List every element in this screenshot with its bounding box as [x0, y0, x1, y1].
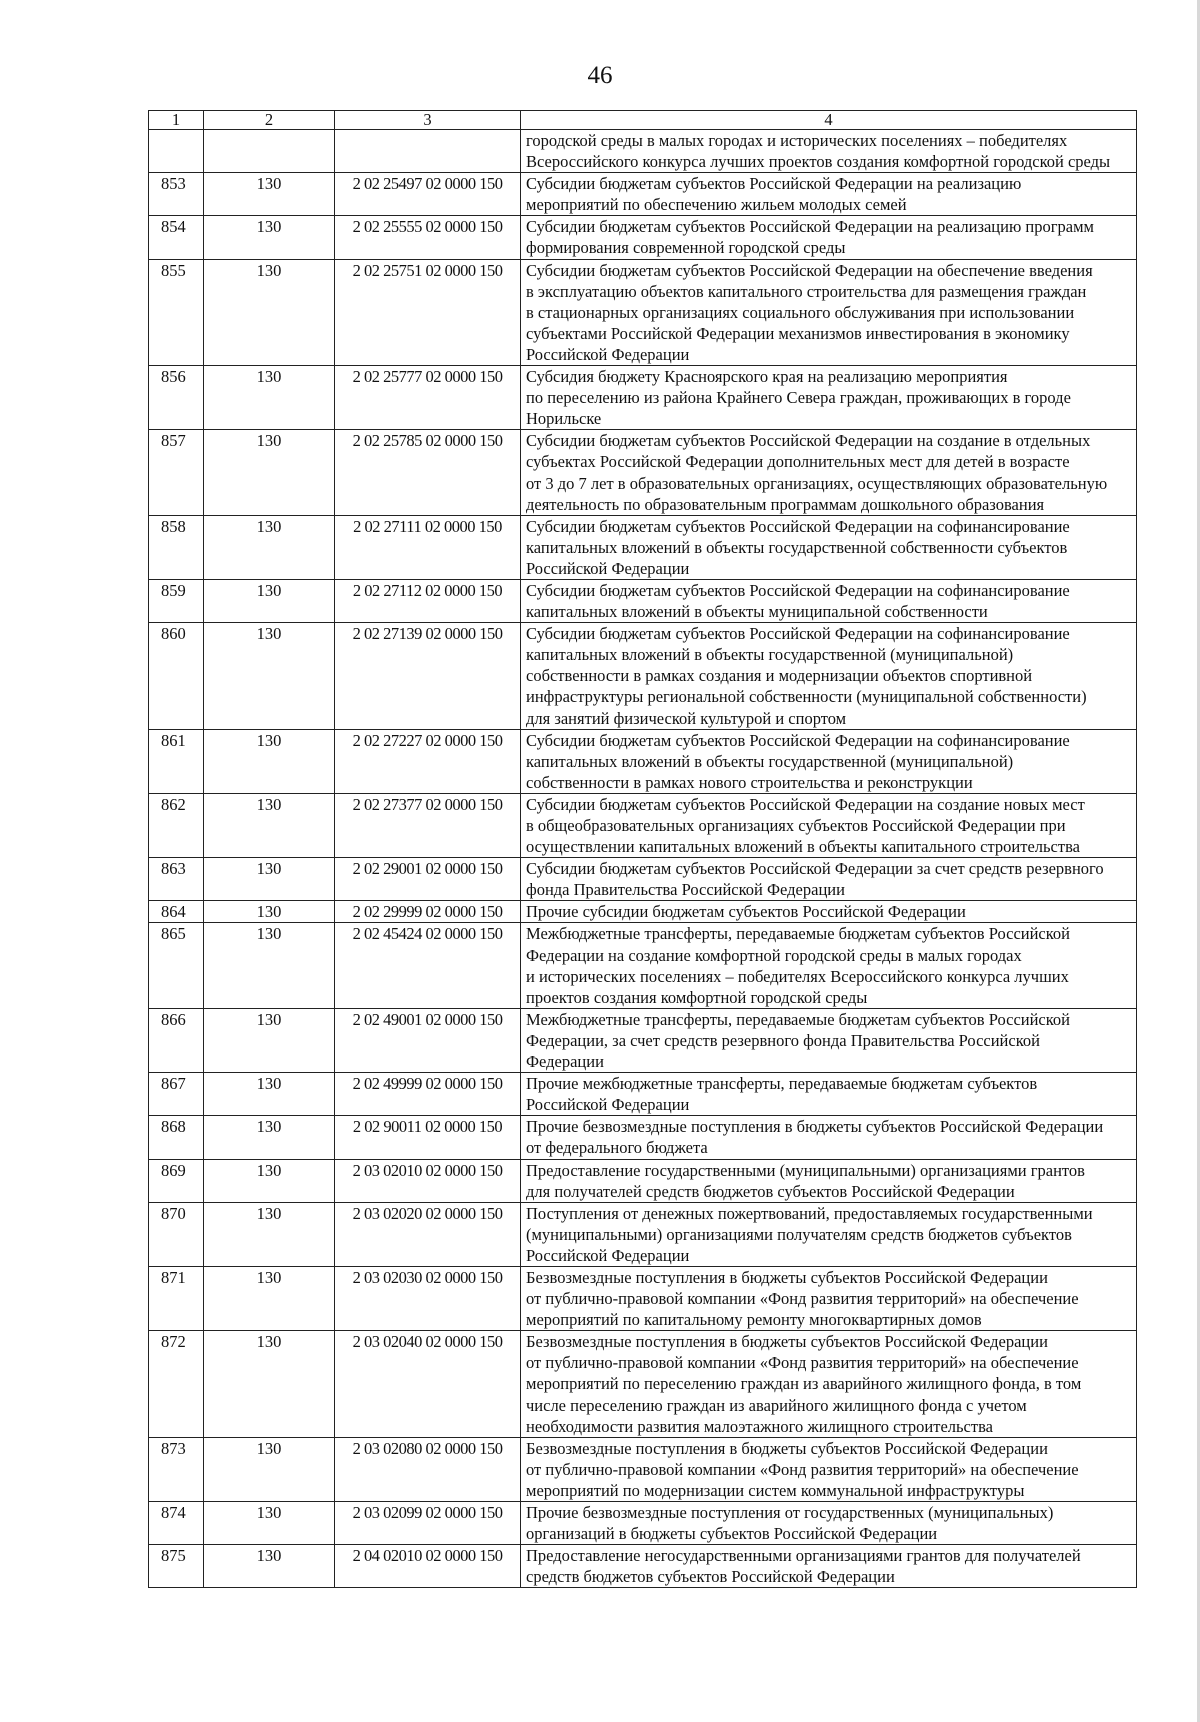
row-number-cell: 853 [149, 173, 204, 216]
description-line: Российской Федерации [526, 1095, 690, 1115]
description-cell [521, 259, 1137, 365]
admin-code-cell: 130 [204, 1266, 335, 1330]
row-number-cell: 870 [149, 1202, 204, 1266]
row-number-cell: 867 [149, 1073, 204, 1116]
budget-code-cell: 2 02 45424 02 0000 150 [335, 923, 521, 1008]
description-line: и исторических поселениях – победителях Всероссийского конкурса лучших [526, 966, 1069, 986]
description-line: Поступления от денежных пожертвований, предоставляемых государственными [526, 1203, 1093, 1223]
budget-code-cell: 2 03 02040 02 0000 150 [335, 1331, 521, 1437]
description-line: мероприятий по модернизации систем коммунальной инфраструктуры [526, 1480, 1025, 1500]
description-cell [521, 1266, 1137, 1330]
admin-code-cell: 130 [204, 1159, 335, 1202]
description-line: Субсидии бюджетам субъектов Российской Федерации на реализацию программ [526, 217, 1094, 237]
row-number-cell: 863 [149, 858, 204, 901]
description-line: Прочие безвозмездные поступления в бюджеты субъектов Российской Федерации [526, 1117, 1104, 1137]
row-number-cell: 862 [149, 793, 204, 857]
table-row [149, 1266, 1137, 1330]
description-line: Федерации, за счет средств резервного фонда Правительства Российской [526, 1030, 1040, 1050]
description-line: собственности в рамках нового строительства и реконструкции [526, 772, 973, 792]
description-line: Субсидии бюджетам субъектов Российской Федерации на создание новых мест [526, 794, 1085, 814]
description-cell [521, 1502, 1137, 1545]
budget-code-cell: 2 03 02010 02 0000 150 [335, 1159, 521, 1202]
table-row [149, 793, 1137, 857]
description-line: числе переселению граждан из аварийного жилищного фонда с учетом [526, 1395, 1027, 1415]
description-line: мероприятий по переселению граждан из аварийного жилищного фонда, в том [526, 1374, 1082, 1394]
admin-code-cell: 130 [204, 1202, 335, 1266]
budget-code-cell: 2 02 27377 02 0000 150 [335, 793, 521, 857]
admin-code-cell: 130 [204, 901, 335, 923]
budget-code-cell: 2 03 02030 02 0000 150 [335, 1266, 521, 1330]
description-cell [521, 1437, 1137, 1501]
budget-code-cell: 2 02 27139 02 0000 150 [335, 623, 521, 729]
admin-code-cell: 130 [204, 579, 335, 622]
description-line: по переселению из района Крайнего Севера граждан, проживающих в городе [526, 388, 1071, 408]
table-row [149, 1159, 1137, 1202]
description-line: от федерального бюджета [526, 1138, 708, 1158]
budget-code-cell: 2 02 29001 02 0000 150 [335, 858, 521, 901]
table-row [149, 1502, 1137, 1545]
table-row [149, 623, 1137, 729]
budget-code-cell: 2 02 90011 02 0000 150 [335, 1116, 521, 1159]
description-line: Субсидия бюджету Красноярского края на реализацию мероприятия [526, 367, 1008, 387]
budget-code-cell: 2 02 27111 02 0000 150 [335, 515, 521, 579]
description-cell [521, 515, 1137, 579]
description-line: Субсидии бюджетам субъектов Российской Федерации на софинансирование [526, 730, 1070, 750]
budget-code-cell: 2 02 25751 02 0000 150 [335, 259, 521, 365]
row-number-cell: 857 [149, 430, 204, 515]
description-line: мероприятий по капитальному ремонту многоквартирных домов [526, 1310, 982, 1330]
description-line: от 3 до 7 лет в образовательных организациях, осуществляющих образовательную [526, 473, 1108, 493]
page-number: 46 [587, 62, 613, 89]
description-line: Федерации на создание комфортной городской среды в малых городах [526, 945, 1022, 965]
table-body [149, 130, 1137, 1588]
row-number-cell: 859 [149, 579, 204, 622]
admin-code-cell: 130 [204, 1008, 335, 1072]
description-line: Прочие межбюджетные трансферты, передаваемые бюджетам субъектов [526, 1074, 1038, 1094]
description-line: Прочие субсидии бюджетам субъектов Российской Федерации [526, 902, 966, 922]
table-row [149, 1008, 1137, 1072]
description-line: Безвозмездные поступления в бюджеты субъектов Российской Федерации [526, 1267, 1048, 1287]
description-line: капитальных вложений в объекты государственной (муниципальной) [526, 645, 1014, 665]
row-number-cell: 854 [149, 216, 204, 259]
description-line: Российской Федерации [526, 1245, 690, 1265]
description-line: Предоставление государственными (муниципальными) организациями грантов [526, 1160, 1085, 1180]
table-row [149, 901, 1137, 923]
description-line: Субсидии бюджетам субъектов Российской Федерации за счет средств резервного [526, 859, 1104, 879]
description-line: деятельность по образовательным программам дошкольного образования [526, 494, 1045, 514]
description-line: Межбюджетные трансферты, передаваемые бюджетам субъектов Российской [526, 1009, 1071, 1029]
description-line: мероприятий по обеспечению жильем молодых семей [526, 195, 907, 215]
description-cell [521, 858, 1137, 901]
description-line: организаций в бюджеты субъектов Российской Федерации [526, 1524, 938, 1544]
admin-code-cell: 130 [204, 1437, 335, 1501]
description-cell [521, 1008, 1137, 1072]
description-line: Межбюджетные трансферты, передаваемые бюджетам субъектов Российской [526, 924, 1071, 944]
description-line: Российской Федерации [526, 344, 690, 364]
table-row [149, 1202, 1137, 1266]
row-number-cell: 875 [149, 1545, 204, 1588]
row-number-cell: 864 [149, 901, 204, 923]
description-line: от публично-правовой компании «Фонд развития территорий» на обеспечение [526, 1353, 1079, 1373]
column-header-4: 4 [521, 111, 1137, 130]
row-number-cell: 861 [149, 729, 204, 793]
table-header [149, 111, 1137, 130]
header-row [149, 111, 1137, 130]
admin-code-cell: 130 [204, 216, 335, 259]
admin-code-cell: 130 [204, 173, 335, 216]
row-number-cell: 871 [149, 1266, 204, 1330]
description-cell [521, 1331, 1137, 1437]
row-number-cell: 860 [149, 623, 204, 729]
table-row [149, 430, 1137, 515]
admin-code-cell: 130 [204, 430, 335, 515]
row-number-cell: 866 [149, 1008, 204, 1072]
description-line: Безвозмездные поступления в бюджеты субъектов Российской Федерации [526, 1332, 1048, 1352]
description-line: средств бюджетов субъектов Российской Федерации [526, 1567, 895, 1587]
row-number-cell: 872 [149, 1331, 204, 1437]
row-number-cell: 865 [149, 923, 204, 1008]
row-number-cell: 868 [149, 1116, 204, 1159]
description-cell [521, 366, 1137, 430]
table-row [149, 1331, 1137, 1437]
description-line: в эксплуатацию объектов капитального строительства для размещения граждан [526, 281, 1087, 301]
row-number-cell: 869 [149, 1159, 204, 1202]
table-row [149, 366, 1137, 430]
description-line: в общеобразовательных организациях субъектов Российской Федерации при [526, 816, 1066, 835]
description-line: для занятий физической культурой и спортом [526, 708, 847, 728]
row-number-cell: 858 [149, 515, 204, 579]
description-line: от публично-правовой компании «Фонд развития территорий» на обеспечение [526, 1459, 1079, 1479]
admin-code-cell: 130 [204, 1073, 335, 1116]
admin-code-cell: 130 [204, 729, 335, 793]
description-line: Субсидии бюджетам субъектов Российской Федерации на софинансирование [526, 624, 1070, 644]
description-line: формирования современной городской среды [526, 238, 846, 258]
table-row [149, 173, 1137, 216]
description-line: Субсидии бюджетам субъектов Российской Федерации на софинансирование [526, 580, 1070, 600]
description-cell [521, 901, 1137, 923]
budget-code-cell: 2 02 29999 02 0000 150 [335, 901, 521, 923]
admin-code-cell: 130 [204, 1116, 335, 1159]
row-number-cell: 855 [149, 259, 204, 365]
description-cell [521, 1202, 1137, 1266]
table-row [149, 923, 1137, 1008]
description-line: Субсидии бюджетам субъектов Российской Федерации на обеспечение введения [526, 260, 1093, 280]
description-line: капитальных вложений в объекты государственной (муниципальной) [526, 751, 1014, 771]
row-number-cell: 856 [149, 366, 204, 430]
description-line: инфраструктуры региональной собственности (муниципальной собственности) [526, 687, 1087, 707]
budget-code-cell: 2 04 02010 02 0000 150 [335, 1545, 521, 1588]
column-header-1: 1 [149, 111, 204, 130]
budget-code-cell [335, 130, 521, 173]
admin-code-cell: 130 [204, 923, 335, 1008]
admin-code-cell: 130 [204, 259, 335, 365]
description-line: Субсидии бюджетам субъектов Российской Федерации на реализацию [526, 174, 1022, 194]
column-header-3: 3 [335, 111, 521, 130]
description-line: от публично-правовой компании «Фонд развития территорий» на обеспечение [526, 1289, 1079, 1309]
description-line: городской среды в малых городах и исторических поселениях – победителях [526, 131, 1068, 150]
table-row [149, 1437, 1137, 1501]
table-row [149, 1073, 1137, 1116]
table-row [149, 216, 1137, 259]
description-cell [521, 173, 1137, 216]
description-cell [521, 923, 1137, 1008]
row-number-cell: 873 [149, 1437, 204, 1501]
description-cell [521, 1159, 1137, 1202]
admin-code-cell: 130 [204, 858, 335, 901]
description-line: Субсидии бюджетам субъектов Российской Федерации на софинансирование [526, 516, 1070, 536]
table-row [149, 515, 1137, 579]
table-row [149, 1545, 1137, 1588]
table-row [149, 259, 1137, 365]
budget-code-cell: 2 02 27227 02 0000 150 [335, 729, 521, 793]
description-line: проектов создания комфортной городской среды [526, 987, 868, 1007]
budget-code-cell: 2 02 25497 02 0000 150 [335, 173, 521, 216]
budget-code-cell: 2 02 25555 02 0000 150 [335, 216, 521, 259]
row-number-cell [149, 130, 204, 173]
description-line: Безвозмездные поступления в бюджеты субъектов Российской Федерации [526, 1438, 1048, 1458]
description-line: капитальных вложений в объекты государственной собственности субъектов [526, 537, 1068, 557]
table-row [149, 1116, 1137, 1159]
description-cell [521, 216, 1137, 259]
description-cell [521, 1116, 1137, 1159]
description-line: Всероссийского конкурса лучших проектов создания комфортной городской среды [526, 152, 1111, 172]
description-cell [521, 430, 1137, 515]
description-cell [521, 1073, 1137, 1116]
budget-code-cell: 2 02 25777 02 0000 150 [335, 366, 521, 430]
row-number-cell: 874 [149, 1502, 204, 1545]
admin-code-cell: 130 [204, 515, 335, 579]
table-row [149, 579, 1137, 622]
description-cell [521, 623, 1137, 729]
description-line: капитальных вложений в объекты муниципальной собственности [526, 602, 988, 622]
description-line: Субсидии бюджетам субъектов Российской Федерации на создание в отдельных [526, 431, 1091, 451]
admin-code-cell [204, 130, 335, 173]
description-line: (муниципальными) организациями получателям средств бюджетов субъектов [526, 1224, 1072, 1244]
description-cell [521, 130, 1137, 173]
budget-code-cell: 2 02 25785 02 0000 150 [335, 430, 521, 515]
classification-table [148, 110, 1137, 1588]
description-cell [521, 729, 1137, 793]
description-line: Федерации [526, 1052, 604, 1072]
description-cell [521, 793, 1137, 857]
description-line: для получателей средств бюджетов субъектов Российской Федерации [526, 1181, 1015, 1201]
description-line: Российской Федерации [526, 558, 690, 578]
description-line: Предоставление негосударственными организациями грантов для получателей [526, 1546, 1081, 1566]
description-line: Норильске [526, 409, 602, 429]
budget-code-cell: 2 02 27112 02 0000 150 [335, 579, 521, 622]
description-line: субъектами Российской Федерации механизмов инвестирования в экономику [526, 323, 1070, 343]
budget-code-cell: 2 03 02020 02 0000 150 [335, 1202, 521, 1266]
description-line: в стационарных организациях социального обслуживания при использовании [526, 302, 1075, 322]
admin-code-cell: 130 [204, 1331, 335, 1437]
description-line: осуществлении капитальных вложений в объекты капитального строительства [526, 837, 1080, 857]
budget-code-cell: 2 02 49999 02 0000 150 [335, 1073, 521, 1116]
budget-code-cell: 2 02 49001 02 0000 150 [335, 1008, 521, 1072]
description-cell [521, 579, 1137, 622]
admin-code-cell: 130 [204, 623, 335, 729]
admin-code-cell: 130 [204, 1545, 335, 1588]
budget-code-cell: 2 03 02080 02 0000 150 [335, 1437, 521, 1501]
table-row [149, 729, 1137, 793]
admin-code-cell: 130 [204, 793, 335, 857]
description-line: собственности в рамках создания и модернизации объектов спортивной [526, 666, 1033, 686]
description-line: фонда Правительства Российской Федерации [526, 880, 845, 900]
table-row [149, 130, 1137, 173]
description-line: Прочие безвозмездные поступления от государственных (муниципальных) [526, 1503, 1054, 1522]
description-line: необходимости развития малоэтажного жилищного строительства [526, 1416, 993, 1436]
description-cell [521, 1545, 1137, 1588]
description-line: субъектах Российской Федерации дополнительных мест для детей в возрасте [526, 452, 1070, 472]
admin-code-cell: 130 [204, 366, 335, 430]
admin-code-cell: 130 [204, 1502, 335, 1545]
budget-code-cell: 2 03 02099 02 0000 150 [335, 1502, 521, 1545]
column-header-2: 2 [204, 111, 335, 130]
table-row [149, 858, 1137, 901]
